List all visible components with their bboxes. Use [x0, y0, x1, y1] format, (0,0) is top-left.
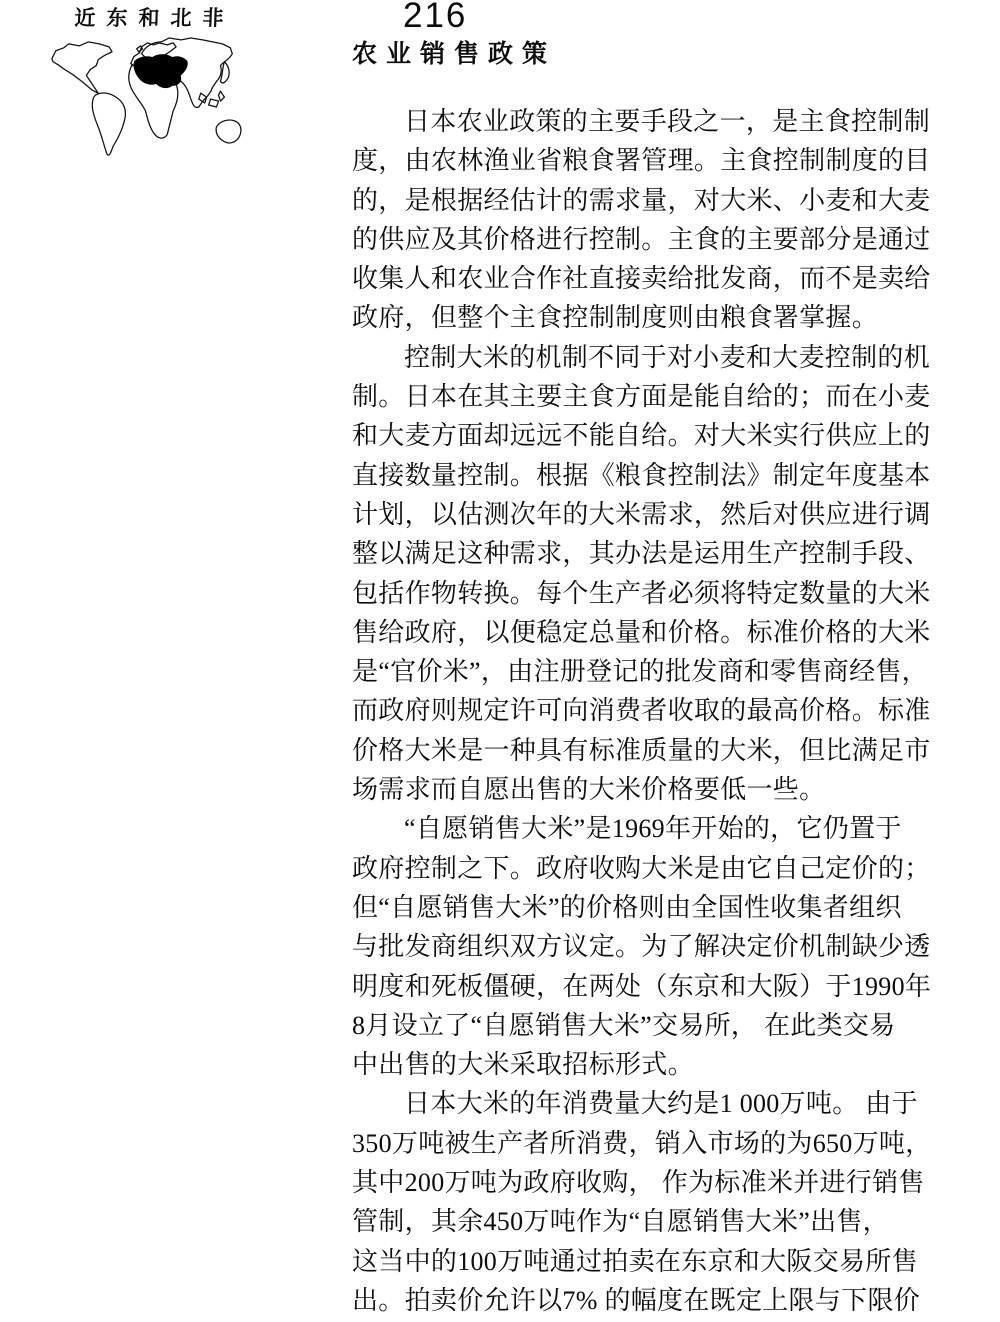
text-line: 直接数量控制。根据《粮食控制法》制定年度基本 — [352, 460, 931, 490]
text-line: 收集人和农业合作社直接卖给批发商，而不是卖给 — [352, 264, 931, 294]
text-line: 中出售的大米采取招标形式。 — [352, 1050, 694, 1080]
mena-region-highlight — [134, 55, 187, 88]
text-line: 整以满足这种需求，其办法是运用生产控制手段、 — [352, 539, 931, 569]
text-line: 包括作物转换。每个生产者必须将特定数量的大米 — [352, 578, 931, 608]
section-heading: 农业销售政策 — [352, 41, 557, 68]
text-line: 计划，以估测次年的大米需求，然后对供应进行调 — [352, 499, 931, 529]
text-line: 售给政府，以便稳定总量和价格。标准价格的大米 — [352, 617, 931, 647]
text-line: 日本大米的年消费量大约是1 000万吨。 由于 — [404, 1089, 918, 1119]
map-sea-island-3 — [218, 91, 224, 101]
body-text — [352, 102, 938, 1320]
world-map-icon — [40, 35, 256, 175]
region-title: 近东和北非 — [74, 6, 235, 30]
map-sea-island-2 — [209, 99, 219, 107]
text-line: 管制，其余450万吨作为“自愿销售大米”出售， — [352, 1207, 889, 1237]
text-line: “自愿销售大米”是1969年开始的，它仍置于 — [404, 814, 902, 844]
text-line: 但“自愿销售大米”的价格则由全国性收集者组织 — [352, 892, 902, 922]
region-header-block — [38, 2, 260, 175]
map-south-america — [92, 93, 125, 155]
text-line: 是“官价米”，由注册登记的批发商和零售商经售， — [352, 657, 928, 687]
map-north-america — [52, 42, 112, 93]
text-line: 而政府则规定许可向消费者收取的最高价格。标准 — [352, 696, 931, 726]
text-line: 出。拍卖价允许以7% 的幅度在既定上限与下限价 — [352, 1285, 921, 1315]
text-line: 明度和死板僵硬，在两处（东京和大阪）于1990年 — [352, 971, 932, 1001]
text-line: 这当中的100万吨通过拍卖在东京和大阪交易所售 — [352, 1246, 918, 1276]
text-line: 的供应及其价格进行控制。主食的主要部分是通过 — [352, 224, 931, 254]
text-line: 的，是根据经估计的需求量，对大米、小麦和大麦 — [352, 185, 931, 215]
text-line: 日本农业政策的主要手段之一，是主食控制制 — [404, 107, 931, 136]
text-line: 政府，但整个主食控制制度则由粮食署掌握。 — [352, 303, 879, 333]
text-line: 和大麦方面却远远不能自给。对大米实行供应上的 — [352, 421, 931, 451]
text-line: 与批发商组织双方议定。为了解决定价机制缺少透 — [352, 932, 931, 962]
text-line: 控制大米的机制不同于对小麦和大麦控制的机 — [404, 342, 931, 372]
text-line: 350万吨被生产者所消费，销入市场的为650万吨， — [352, 1128, 932, 1158]
text-line: 8月设立了“自愿销售大米”交易所， 在此类交易 — [352, 1010, 896, 1040]
text-line: 政府控制之下。政府收购大米是由它自己定价的； — [352, 853, 931, 883]
text-line: 制。日本在其主要主食方面是能自给的；而在小麦 — [352, 382, 931, 412]
text-line: 场需求而自愿出售的大米价格要低一些。 — [352, 775, 826, 805]
map-australia — [216, 120, 241, 143]
text-line: 其中200万吨为政府收购， 作为标准米并进行销售 — [352, 1168, 925, 1198]
text-line: 价格大米是一种具有标准质量的大米，但比满足市 — [352, 735, 931, 765]
text-line: 度，由农林渔业省粮食署管理。主食控制制度的目 — [352, 146, 931, 176]
page-number: 216 — [403, 0, 468, 35]
